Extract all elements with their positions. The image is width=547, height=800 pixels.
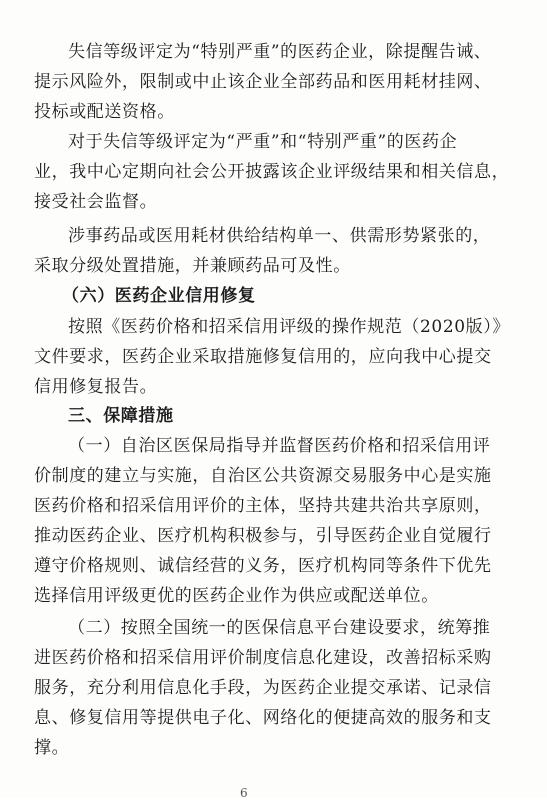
paragraph-line: 医药价格和招采信用评价的主体，坚持共建共治共享原则， [34,496,492,516]
page-number: 6 [240,786,248,800]
paragraph-line: 进医药价格和招采信用评价制度信息化建设，改善招标采购 [34,648,492,668]
paragraph-line: 文件要求，医药企业采取措施修复信用的，应向我中心提交 [34,347,492,367]
paragraph-line: 选择信用评级更优的医药企业作为供应或配送单位。 [34,586,439,606]
paragraph-line: 采取分级处置措施，并兼顾药品可及性。 [34,256,351,276]
section-heading: 三、保障措施 [68,406,174,426]
paragraph-line: 价制度的建立与实施，自治区公共资源交易服务中心是实施 [34,466,492,486]
paragraph-line: 投标或配送资格。 [34,102,175,122]
paragraph-line: 对于失信等级评定为“严重”和“特别严重”的医药企 [68,132,458,152]
paragraph-line: 提示风险外，限制或中止该企业全部药品和医用耗材挂网、 [34,72,492,92]
paragraph-line: 服务，充分利用信息化手段，为医药企业提交承诺、记录信 [34,678,492,698]
paragraph-line: 涉事药品或医用耗材供给结构单一、供需形势紧张的， [68,226,491,246]
paragraph-line: 息、修复信用等提供电子化、网络化的便捷高效的服务和支 [34,708,492,728]
paragraph-line: 业，我中心定期向社会公开披露该企业评级结果和相关信息， [34,162,510,182]
paragraph-line: （一）自治区医保局指导并监督医药价格和招采信用评 [68,436,491,456]
paragraph-line: 接受社会监督。 [34,192,158,212]
paragraph-line: 按照《医药价格和招采信用评级的操作规范（2020版）》 [68,317,510,337]
paragraph-line: 撑。 [34,738,70,758]
paragraph-line: 推动医药企业、医疗机构积极参与，引导医药企业自觉履行 [34,526,492,546]
paragraph-line: 失信等级评定为“特别严重”的医药企业，除提醒告诫、 [68,42,492,62]
paragraph-line: （二）按照全国统一的医保信息平台建设要求，统筹推 [68,618,491,638]
paragraph-line: 遵守价格规则、诚信经营的义务，医疗机构同等条件下优先 [34,556,492,576]
section-heading: （六）医药企业信用修复 [62,286,256,306]
paragraph-line: 信用修复报告。 [34,377,158,397]
